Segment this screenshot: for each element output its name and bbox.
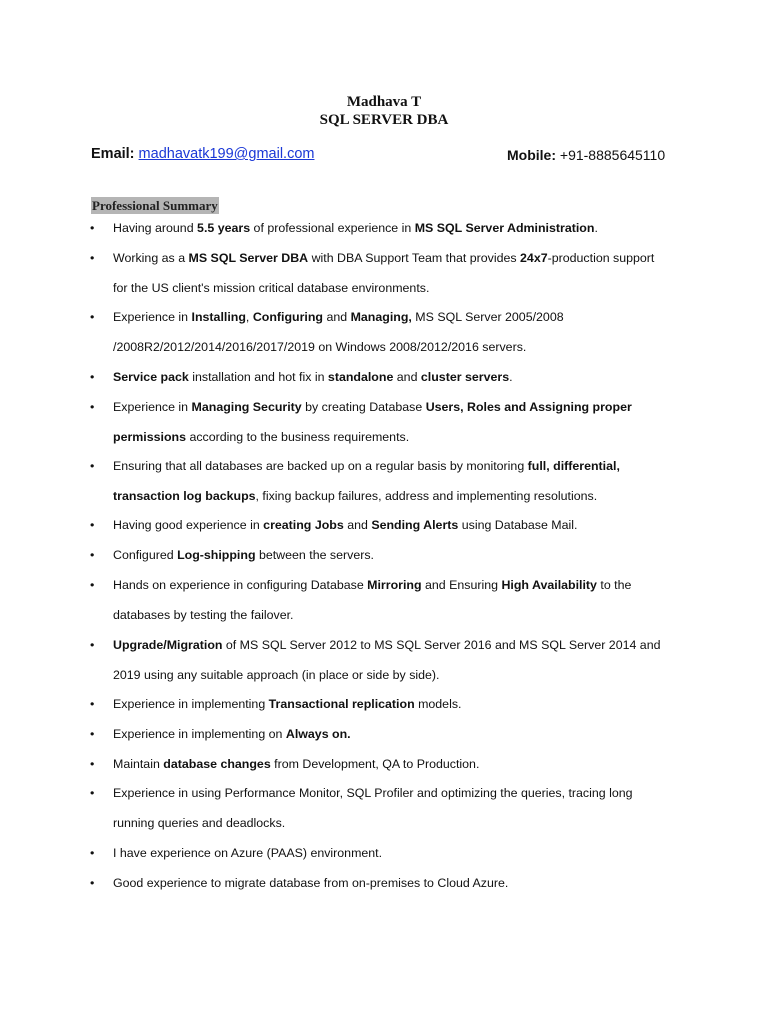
candidate-name: Madhava T bbox=[346, 94, 422, 110]
bullet-dot: • bbox=[90, 251, 95, 265]
bullet-dot: • bbox=[90, 370, 95, 384]
email-line bbox=[91, 146, 314, 162]
bullet-dot: • bbox=[90, 757, 95, 771]
job-title: SQL SERVER DBA bbox=[319, 112, 449, 128]
bullet-dot: • bbox=[90, 697, 95, 711]
bullet-dot: • bbox=[90, 548, 95, 562]
bullet-dot: • bbox=[90, 846, 95, 860]
section-heading-professional-summary: Professional Summary bbox=[92, 198, 218, 213]
bullet-dot: • bbox=[90, 400, 95, 414]
bullet-dot: • bbox=[90, 727, 95, 741]
email-label: Email: bbox=[91, 146, 135, 162]
email-link[interactable]: madhavatk199@gmail.com bbox=[138, 146, 315, 162]
bullet-dot: • bbox=[90, 638, 95, 652]
mobile-line bbox=[507, 147, 665, 163]
mobile-value: +91-8885645110 bbox=[559, 147, 666, 163]
bullet-dot: • bbox=[90, 518, 95, 532]
resume-page: Madhava T SQL SERVER DBA Email: madhavatk199@gmail.com Mobile: +91-8885645110 Professional Summary • Having around 5.5 years of professional experience in MS SQL Server Administration. • Working as a MS SQL Server DBA with DBA Support Team that provides 24x7-production support for the US client's mission critical database environments. • Experience in Installing, Configuring and Managing, MS SQL Server 2005/2008 /2008R2/2012/2014/2016/2017/2019 on Windows 2008/2012/2016 servers. • Service pack installation and hot fix in standalone and cluster servers. • Experience in Managing Security by creating Database Users, Roles and Assigning proper permissions according to the business requirements. • Ensuring that all databases are backed up on a regular basis by monitoring full, differential, transaction log backups, fixing backup failures, address and implementing resolutions. • Having good experience in creating Jobs and Sending Alerts using Database Mail. • Configured Log-shipping between the servers. • Hands on experience in configuring Database Mirroring and Ensuring High Availability to the databases by testing the failover. • Upgrade/Migration of MS SQL Server 2012 to MS SQL Server 2016 and MS SQL Server 2014 and 2019 using any suitable approach (in place or side by side). • Experience in implementing Transactional replication models. • Experience in implementing on Always on. • Maintain database changes from Development, QA to Production. • Experience in using Performance Monitor, SQL Profiler and optimizing the queries, tracing long running queries and deadlocks. • I have experience on Azure (PAAS) environment. • Good experience to migrate database from on-premises to Cloud Azure. bbox=[0, 0, 768, 1024]
mobile-label: Mobile: bbox=[507, 147, 556, 163]
bullet-dot: • bbox=[90, 221, 95, 235]
bullet-dot: • bbox=[90, 786, 95, 800]
bullet-dot: • bbox=[90, 876, 95, 890]
bullet-dot: • bbox=[90, 459, 95, 473]
bullet-dot: • bbox=[90, 310, 95, 324]
bullet-dot: • bbox=[90, 578, 95, 592]
